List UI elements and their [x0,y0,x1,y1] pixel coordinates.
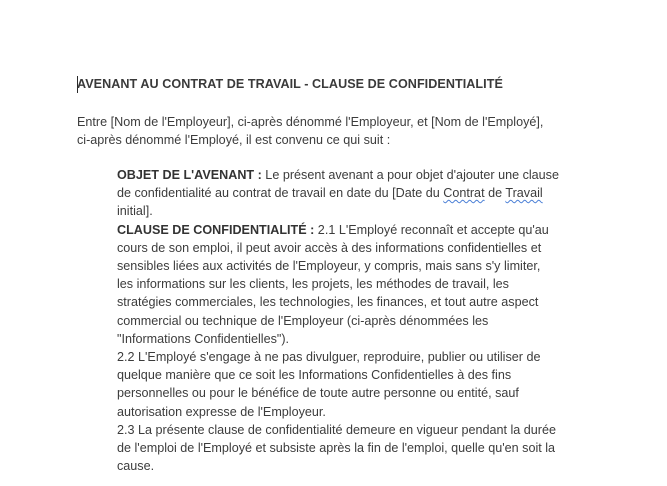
clause-2-2-line: 2.2 L'Employé s'engage à ne pas divulguer, reproduire, publier ou utiliser de [117,350,541,365]
clause-text: 2.1 L'Employé reconnaît et accepte qu'au [314,222,549,237]
clause-2-2-line: quelque manière que ce soit les Informations Confidentielles à des fins [117,368,512,383]
objet-heading: OBJET DE L'AVENANT : [117,168,262,182]
clause-line: les informations sur les clients, les projets, les méthodes de travail, les [117,277,509,292]
objet-line [117,166,607,184]
objet-line: initial]. [117,204,153,219]
avenant-body [117,166,607,475]
clause-heading: CLAUSE DE CONFIDENTIALITÉ : [117,222,315,237]
clause-line [117,221,607,239]
clause-2-3-line: de l'emploi de l'Employé et subsiste après la fin de l'emploi, quelle qu'en soit la [117,441,556,456]
objet-text: de [484,186,506,201]
clause-line: stratégies commerciales, les technologies, les finances, et tout autre aspect [117,295,539,310]
clause-line: commercial ou technique de l'Employeur (ci-après dénommées les [117,313,489,328]
clause-2-3-line: cause. [117,459,155,474]
clause-2-2-line: autorisation expresse de l'Employeur. [117,404,326,419]
document-title: AVENANT AU CONTRAT DE TRAVAIL - CLAUSE DE CONFIDENTIALITÉ [77,77,503,91]
clause-line: sensibles liées aux activités de l'Employeur, y compris, mais sans s'y limiter, [117,259,541,274]
objet-line [117,184,607,202]
spellcheck-word[interactable]: Contrat [443,186,485,201]
intro-paragraph [77,113,597,149]
intro-line: ci-après dénommé l'Employé, il est convenu ce qui suit : [77,133,391,147]
clause-line: "Informations Confidentielles"). [117,331,290,346]
spellcheck-word[interactable]: Travail [505,186,543,201]
clause-line: cours de son emploi, il peut avoir accès à des informations confidentielles et [117,240,542,255]
objet-text: Le présent avenant a pour objet d'ajouter une clause [261,168,559,182]
objet-text: de confidentialité au contrat de travail en date du [Date du [117,186,444,201]
clause-2-3-line: 2.3 La présente clause de confidentialité demeure en vigueur pendant la durée [117,422,556,437]
intro-line: Entre [Nom de l'Employeur], ci-après dénommé l'Employeur, et [Nom de l'Employé], [77,115,544,129]
clause-2-2-line: personnelles ou pour le bénéfice de toute autre personne ou entité, sauf [117,386,519,401]
